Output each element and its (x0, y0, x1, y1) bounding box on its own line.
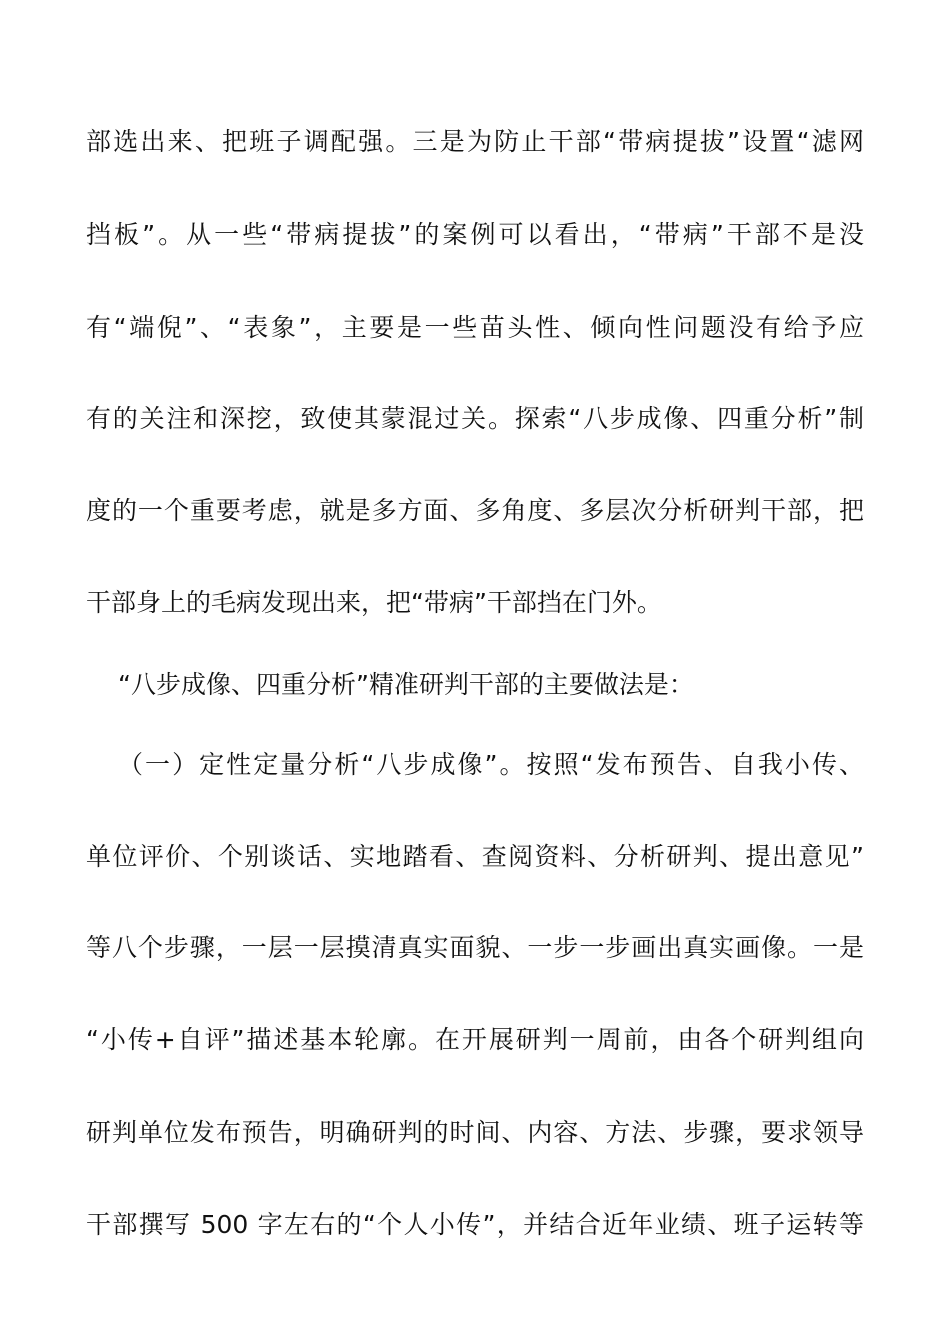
text-line: 干部身上的毛病发现出来，把“带病”干部挡在门外。 (86, 588, 662, 617)
text-line: 挡板”。从一些“带病提拔”的案例可以看出，“带病”干部不是没 (86, 220, 864, 249)
text-line: 单位评价、个别谈话、实地踏看、查阅资料、分析研判、提出意见” (86, 842, 864, 871)
text-line: “八步成像、四重分析”精准研判干部的主要做法是： (118, 670, 694, 699)
text-line: 等八个步骤，一层一层摸清真实面貌、一步一步画出真实画像。一是 (86, 933, 864, 962)
text-line: 有“端倪”、“表象”，主要是一些苗头性、倾向性问题没有给予应 (86, 313, 864, 342)
text-line: 干部撰写 500 字左右的“个人小传”，并结合近年业绩、班子运转等 (86, 1210, 864, 1239)
text-line: 部选出来、把班子调配强。三是为防止干部“带病提拔”设置“滤网 (86, 127, 864, 156)
text-line: 研判单位发布预告，明确研判的时间、内容、方法、步骤，要求领导 (86, 1118, 864, 1147)
text-line: 有的关注和深挖，致使其蒙混过关。探索“八步成像、四重分析”制 (86, 404, 864, 433)
text-line: （一）定性定量分析“八步成像”。按照“发布预告、自我小传、 (118, 750, 864, 779)
text-line: 度的一个重要考虑，就是多方面、多角度、多层次分析研判干部，把 (86, 496, 864, 525)
text-line: “小传+自评”描述基本轮廓。在开展研判一周前，由各个研判组向 (86, 1025, 864, 1054)
